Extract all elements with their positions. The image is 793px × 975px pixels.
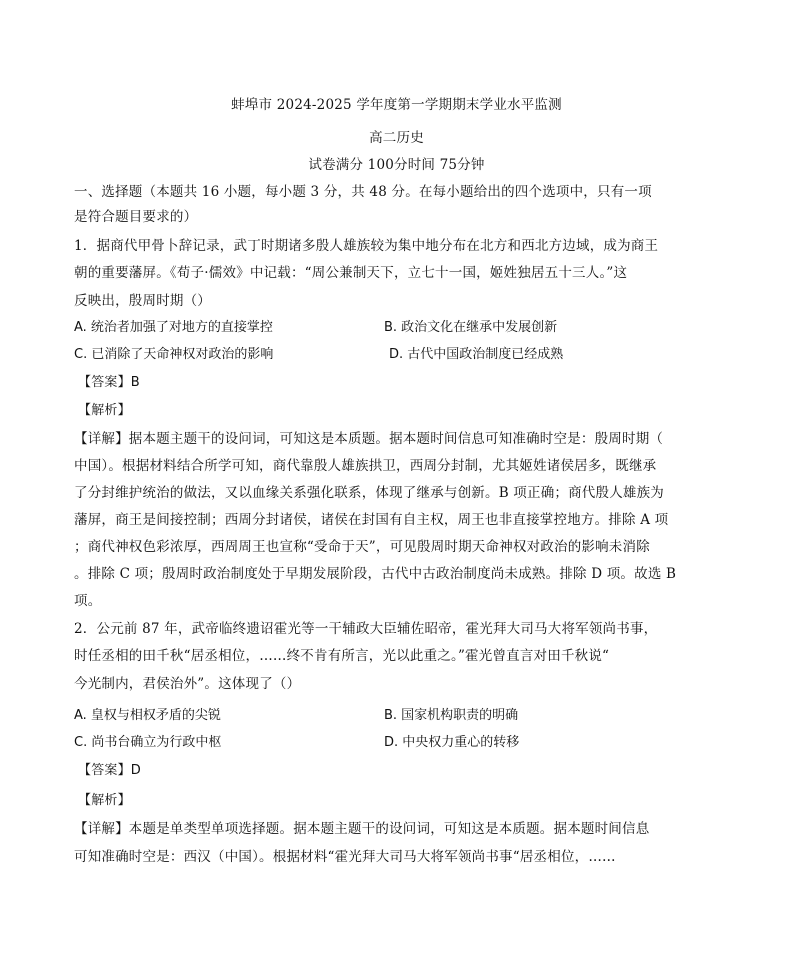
q1-option-b: B. 政治文化在继承中发展创新	[384, 320, 558, 335]
q1-detail-line-5: ；商代神权色彩浓厚，西周周王也宣称“受命于天”，可见殷周时期天命神权对政治的影响未消除	[74, 539, 650, 555]
q1-detail-line-1: 【详解】据本题主题干的设问词，可知这是本质题。据本题时间信息可知准确时空是：殷周时期（	[74, 431, 664, 447]
q2-option-a: A. 皇权与相权矛盾的尖锐	[74, 708, 221, 723]
q1-stem-line-1: 1．据商代甲骨卜辞记录，武丁时期诸多殷人雄族较为集中地分布在北方和西北方边域，成为商王	[74, 238, 659, 254]
q1-option-d: D. 古代中国政治制度已经成熟	[389, 347, 564, 362]
q1-stem-line-2: 朝的重要藩屏。《荀子·儒效》中记载：“周公兼制天下，立七十一国，姬姓独居五十三人。”这	[74, 265, 628, 281]
section-instruction-line-1: 一、选择题（本题共 16 小题，每小题 3 分，共 48 分。在每小题给出的四个选项中，只有一项	[74, 184, 652, 200]
exam-info: 试卷满分 100分时间 75分钟	[308, 157, 485, 173]
q1-detail-line-7: 项。	[74, 593, 102, 609]
q2-detail-line-2: 可知准确时空是：西汉（中国）。根据材料“霍光拜大司马大将军领尚书事“居丞相位，……	[74, 849, 616, 865]
q2-option-d: D. 中央权力重心的转移	[384, 735, 520, 750]
q1-answer: 【答案】B	[78, 375, 140, 390]
q1-option-a: A. 统治者加强了对地方的直接掌控	[74, 320, 273, 335]
q2-option-b: B. 国家机构职责的明确	[384, 708, 519, 723]
q1-detail-line-2: 中国）。根据材料结合所学可知，商代靠殷人雄族拱卫，西周分封制，尤其姬姓诸侯居多，既继承	[74, 458, 657, 474]
q2-analysis-label: 【解析】	[78, 793, 131, 808]
q2-stem-line-2: 时任丞相的田千秋“居丞相位，……终不肯有所言，光以此重之。”霍光曾直言对田千秋说“	[74, 648, 610, 664]
q2-option-c: C. 尚书台确立为行政中枢	[74, 735, 222, 750]
q1-stem-line-3: 反映出，殷周时期（）	[74, 293, 211, 309]
q1-detail-line-4: 藩屏，商王是间接控制；西周分封诸侯，诸侯在封国有自主权，周王也非直接掌控地方。排除 A 项	[74, 512, 669, 528]
q1-detail-line-3: 了分封维护统治的做法，又以血缘关系强化联系，体现了继承与创新。B 项正确；商代殷人雄族为	[74, 485, 665, 501]
q1-option-c: C. 已消除了天命神权对政治的影响	[74, 347, 274, 362]
q2-detail-line-1: 【详解】本题是单类型单项选择题。据本题主题干的设问词，可知这是本质题。据本题时间信息	[74, 821, 650, 837]
exam-title: 蚌埠市 2024-2025 学年度第一学期期末学业水平监测	[231, 97, 562, 113]
q1-analysis-label: 【解析】	[78, 403, 131, 418]
q2-stem-line-1: 2．公元前 87 年，武帝临终遗诏霍光等一干辅政大臣辅佐昭帝，霍光拜大司马大将军领尚书事，	[74, 621, 658, 637]
q1-detail-line-6: 。排除 C 项；殷周时政治制度处于早期发展阶段，古代中古政治制度尚未成熟。排除 D 项。故选 B	[74, 566, 677, 582]
q2-stem-line-3: 今光制内，君侯治外”。这体现了（）	[74, 676, 301, 692]
q2-answer: 【答案】D	[78, 763, 142, 778]
section-instruction-line-2: 是符合题目要求的）	[74, 209, 198, 225]
subject-title: 高二历史	[369, 130, 424, 146]
